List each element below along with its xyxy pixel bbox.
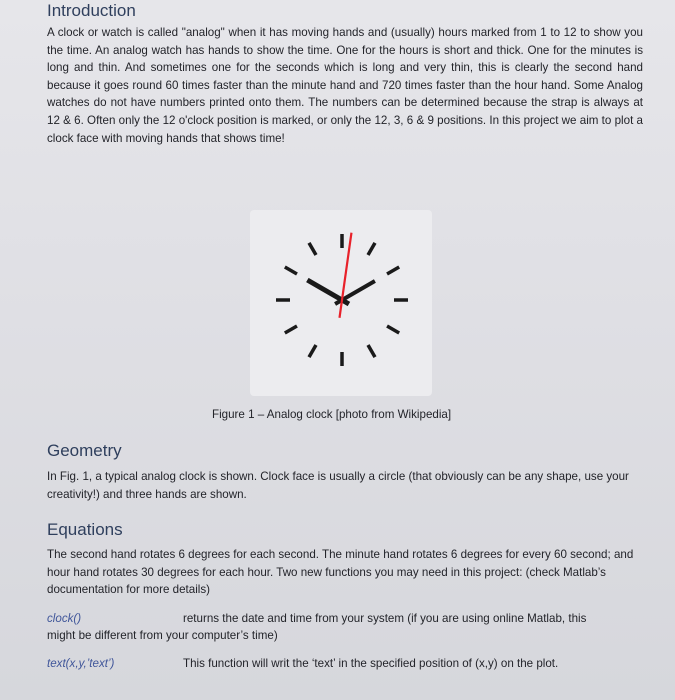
introduction-heading: Introduction	[47, 1, 136, 20]
clock-figure	[250, 210, 432, 396]
function-clock-name: clock()	[47, 612, 82, 625]
introduction-paragraph: A clock or watch is called "analog" when it has moving hands and (usually) hours marked from 1 to 12 to show you the time. An analog watch has hands to show the time. One for the hours is short and thick. One for the minutes is long and thin. And sometimes one for the seconds which is long and very thin, this is clearly the second hand because it goes round 60 times faster than the minute hand and 720 times faster than the hour hand. Some Analog watches do not have numbers printed onto them. The numbers can be determined because the strap is always at 12 & 6. Often only the 12 o'clock position is marked, or only the 12, 3, 6 & 9 positions. In this project we aim to plot a clock face with moving hands that shows time!	[47, 26, 643, 145]
function-text-name: text(x,y,’text’)	[47, 657, 115, 670]
clock-tick	[387, 267, 399, 274]
clock-tick	[309, 345, 316, 357]
clock-tick	[285, 326, 297, 333]
geometry-heading: Geometry	[47, 441, 122, 460]
clock-tick	[368, 345, 375, 357]
clock-tick	[368, 243, 375, 255]
geometry-paragraph: In Fig. 1, a typical analog clock is shown. Clock face is usually a circle (that obviously can be any shape, use your creativity!) and three hands are shown.	[47, 470, 629, 501]
clock-tick	[309, 243, 316, 255]
function-clock-description: returns the date and time from your system (if you are using online Matlab, this	[183, 612, 587, 625]
equations-heading: Equations	[47, 520, 123, 539]
clock-tick	[285, 267, 297, 274]
function-text-description: This function will writ the ‘text’ in the specified position of (x,y) on the plot.	[183, 657, 559, 670]
analog-clock-image	[250, 210, 432, 396]
equations-paragraph: The second hand rotates 6 degrees for each second. The minute hand rotates 6 degrees for every 60 second; and hour hand rotates 30 degrees for each hour. Two new functions you may need in this project: (check Matlab’s documentation for more details)	[47, 548, 634, 597]
clock-tick	[387, 326, 399, 333]
function-clock-description-continued: might be different from your computer’s time)	[47, 629, 278, 642]
figure-caption: Figure 1 – Analog clock [photo from Wikipedia]	[212, 408, 452, 421]
